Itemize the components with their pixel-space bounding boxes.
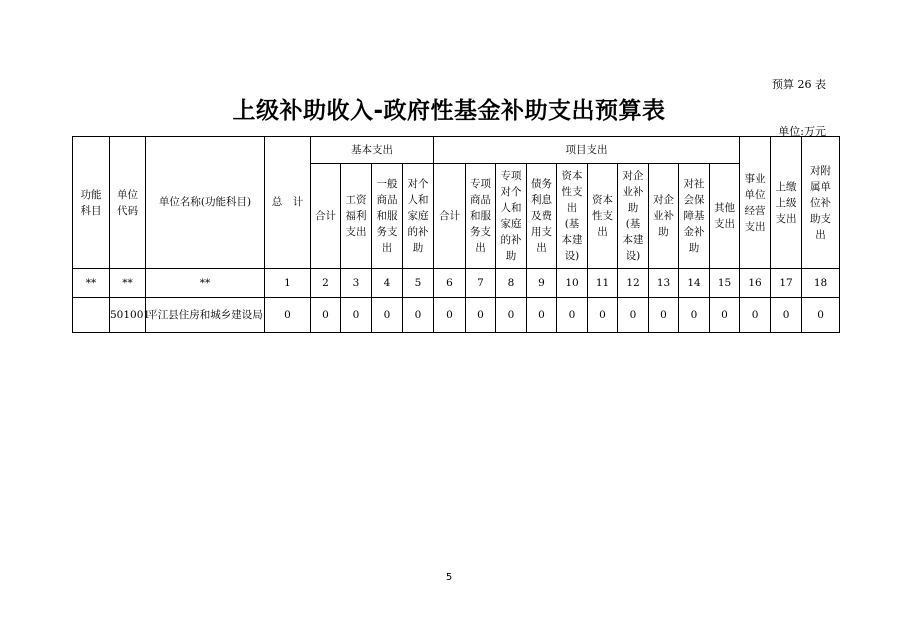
- index-cell: 15: [710, 269, 740, 298]
- index-cell: 3: [341, 269, 372, 298]
- row-value: 0: [403, 298, 434, 333]
- row-value: 0: [802, 298, 840, 333]
- row-value: 0: [649, 298, 679, 333]
- table-tag: 预算 26 表: [772, 78, 826, 91]
- row-value: 0: [311, 298, 341, 333]
- row-value: 0: [527, 298, 557, 333]
- header-unit-name: 单位名称(功能科目): [146, 137, 265, 269]
- header-project-other: 其他支出: [710, 164, 740, 269]
- header-project-capital: 资本性支出: [588, 164, 618, 269]
- index-cell: 13: [649, 269, 679, 298]
- header-project-capital-construction: 资本性支出(基本建设): [557, 164, 588, 269]
- row-value: 0: [740, 298, 771, 333]
- header-basic-goods: 一般商品和服务支出: [372, 164, 403, 269]
- unit-label: 单位:万元: [778, 125, 826, 138]
- header-func-subject: 功能科目: [73, 137, 110, 269]
- header-project-goods: 专项商品和服务支出: [466, 164, 496, 269]
- index-cell: **: [146, 269, 265, 298]
- header-subsidiary-subsidy: 对附属单位补助支出: [802, 137, 840, 269]
- row-value: 0: [434, 298, 466, 333]
- header-project-personal: 专项对个人和家庭的补助: [496, 164, 527, 269]
- header-business-expense: 事业单位经营支出: [740, 137, 771, 269]
- row-value: 0: [618, 298, 649, 333]
- row-value: 0: [588, 298, 618, 333]
- index-cell: 10: [557, 269, 588, 298]
- index-cell: 8: [496, 269, 527, 298]
- header-unit-code: 单位代码: [110, 137, 146, 269]
- index-cell: 9: [527, 269, 557, 298]
- header-remit-upper: 上缴上级支出: [771, 137, 802, 269]
- index-cell: 6: [434, 269, 466, 298]
- header-total: 总 计: [265, 137, 311, 269]
- page-title: 上级补助收入-政府性基金补助支出预算表: [232, 98, 666, 124]
- index-cell: 5: [403, 269, 434, 298]
- header-project-enterprise: 对企业补助: [649, 164, 679, 269]
- header-basic-group: 基本支出: [311, 137, 434, 164]
- index-cell: 4: [372, 269, 403, 298]
- row-value: 0: [557, 298, 588, 333]
- index-cell: 18: [802, 269, 840, 298]
- row-value: 0: [710, 298, 740, 333]
- header-project-total: 合计: [434, 164, 466, 269]
- index-cell: 2: [311, 269, 341, 298]
- table-row: [73, 298, 840, 333]
- index-cell: 14: [679, 269, 710, 298]
- header-basic-total: 合计: [311, 164, 341, 269]
- row-value: 0: [466, 298, 496, 333]
- row-func-subject: [73, 298, 110, 333]
- row-value: 0: [771, 298, 802, 333]
- row-value: 0: [679, 298, 710, 333]
- header-project-interest: 债务利息及费用支出: [527, 164, 557, 269]
- row-unit-code: 501001: [110, 298, 146, 333]
- index-cell: 16: [740, 269, 771, 298]
- row-value: 0: [265, 298, 311, 333]
- index-cell: 17: [771, 269, 802, 298]
- index-cell: **: [73, 269, 110, 298]
- index-cell: 7: [466, 269, 496, 298]
- header-project-enterprise-construction: 对企业补助(基本建设): [618, 164, 649, 269]
- row-unit-name: 平江县住房和城乡建设局: [146, 298, 265, 333]
- row-value: 0: [341, 298, 372, 333]
- index-cell: 11: [588, 269, 618, 298]
- index-cell: **: [110, 269, 146, 298]
- header-project-social-security: 对社会保障基金补助: [679, 164, 710, 269]
- header-project-group: 项目支出: [434, 137, 740, 164]
- header-row-groups: [73, 137, 840, 164]
- header-basic-salary: 工资福利支出: [341, 164, 372, 269]
- index-row: [73, 269, 840, 298]
- index-cell: 1: [265, 269, 311, 298]
- row-value: 0: [496, 298, 527, 333]
- header-basic-personal: 对个人和家庭的补助: [403, 164, 434, 269]
- page-number: 5: [445, 572, 453, 583]
- budget-table: [72, 136, 840, 333]
- index-cell: 12: [618, 269, 649, 298]
- row-value: 0: [372, 298, 403, 333]
